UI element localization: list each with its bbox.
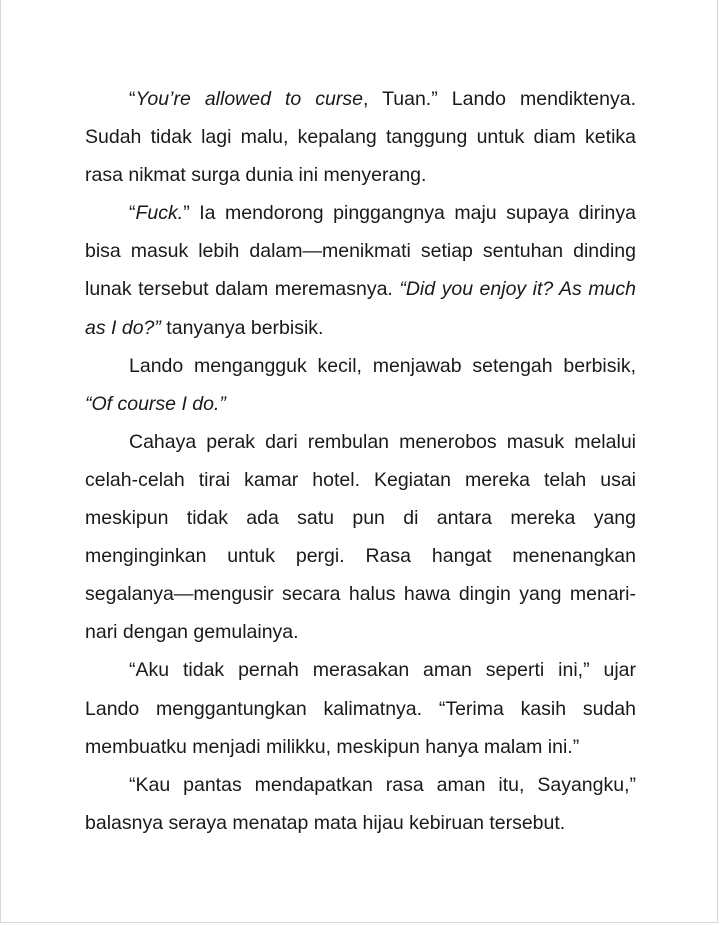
text-run: “Aku tidak pernah merasakan aman seperti ini,” ujar Lando menggantungkan kalimatnya. “Terima kasih sudah membuatku menjadi milikku, meskipun hanya malam ini.”	[85, 659, 636, 758]
text-run: tanyanya berbisik.	[160, 316, 324, 339]
body-text	[85, 80, 636, 842]
text-run: Lando mengangguk kecil, menjawab setengah berbisik,	[129, 354, 636, 377]
italic-text-run: You’re allowed to curse	[135, 88, 363, 110]
italic-text-run: “Did you enjoy it? As much as I do?”	[85, 278, 636, 339]
paragraph-5	[85, 651, 636, 765]
italic-text-run: “Of course I do.”	[85, 392, 226, 415]
italic-text-run: Fuck.	[135, 202, 184, 225]
text-run: “	[129, 202, 136, 225]
text-run: “	[129, 88, 136, 110]
text-run: , Tuan.” Lando mendiktenya. Sudah tidak lagi malu, kepalang tanggung untuk diam ketika rasa nikmat surga dunia ini menyerang.	[85, 88, 636, 187]
paragraph-3	[85, 347, 636, 423]
paragraph-4	[85, 423, 636, 652]
text-run: ” Ia mendorong pinggangnya maju supaya dirinya bisa masuk lebih dalam—menikmati setiap sentuhan dinding lunak tersebut dalam meremasnya.	[85, 202, 636, 301]
text-run: “Kau pantas mendapatkan rasa aman itu, Sayangku,” balasnya seraya menatap mata hijau kebiruan tersebut.	[85, 773, 636, 834]
paragraph-1	[85, 80, 636, 194]
text-run: Cahaya perak dari rembulan menerobos masuk melalui celah-celah tirai kamar hotel. Kegiatan mereka telah usai meskipun tidak ada satu pun di antara mereka yang menginginkan untuk pergi. Rasa hangat menenangkan segalanya—mengusir secara halus hawa dingin yang menari-nari dengan gemulainya.	[85, 430, 636, 644]
paragraph-6	[85, 766, 636, 842]
paragraph-2	[85, 194, 636, 346]
